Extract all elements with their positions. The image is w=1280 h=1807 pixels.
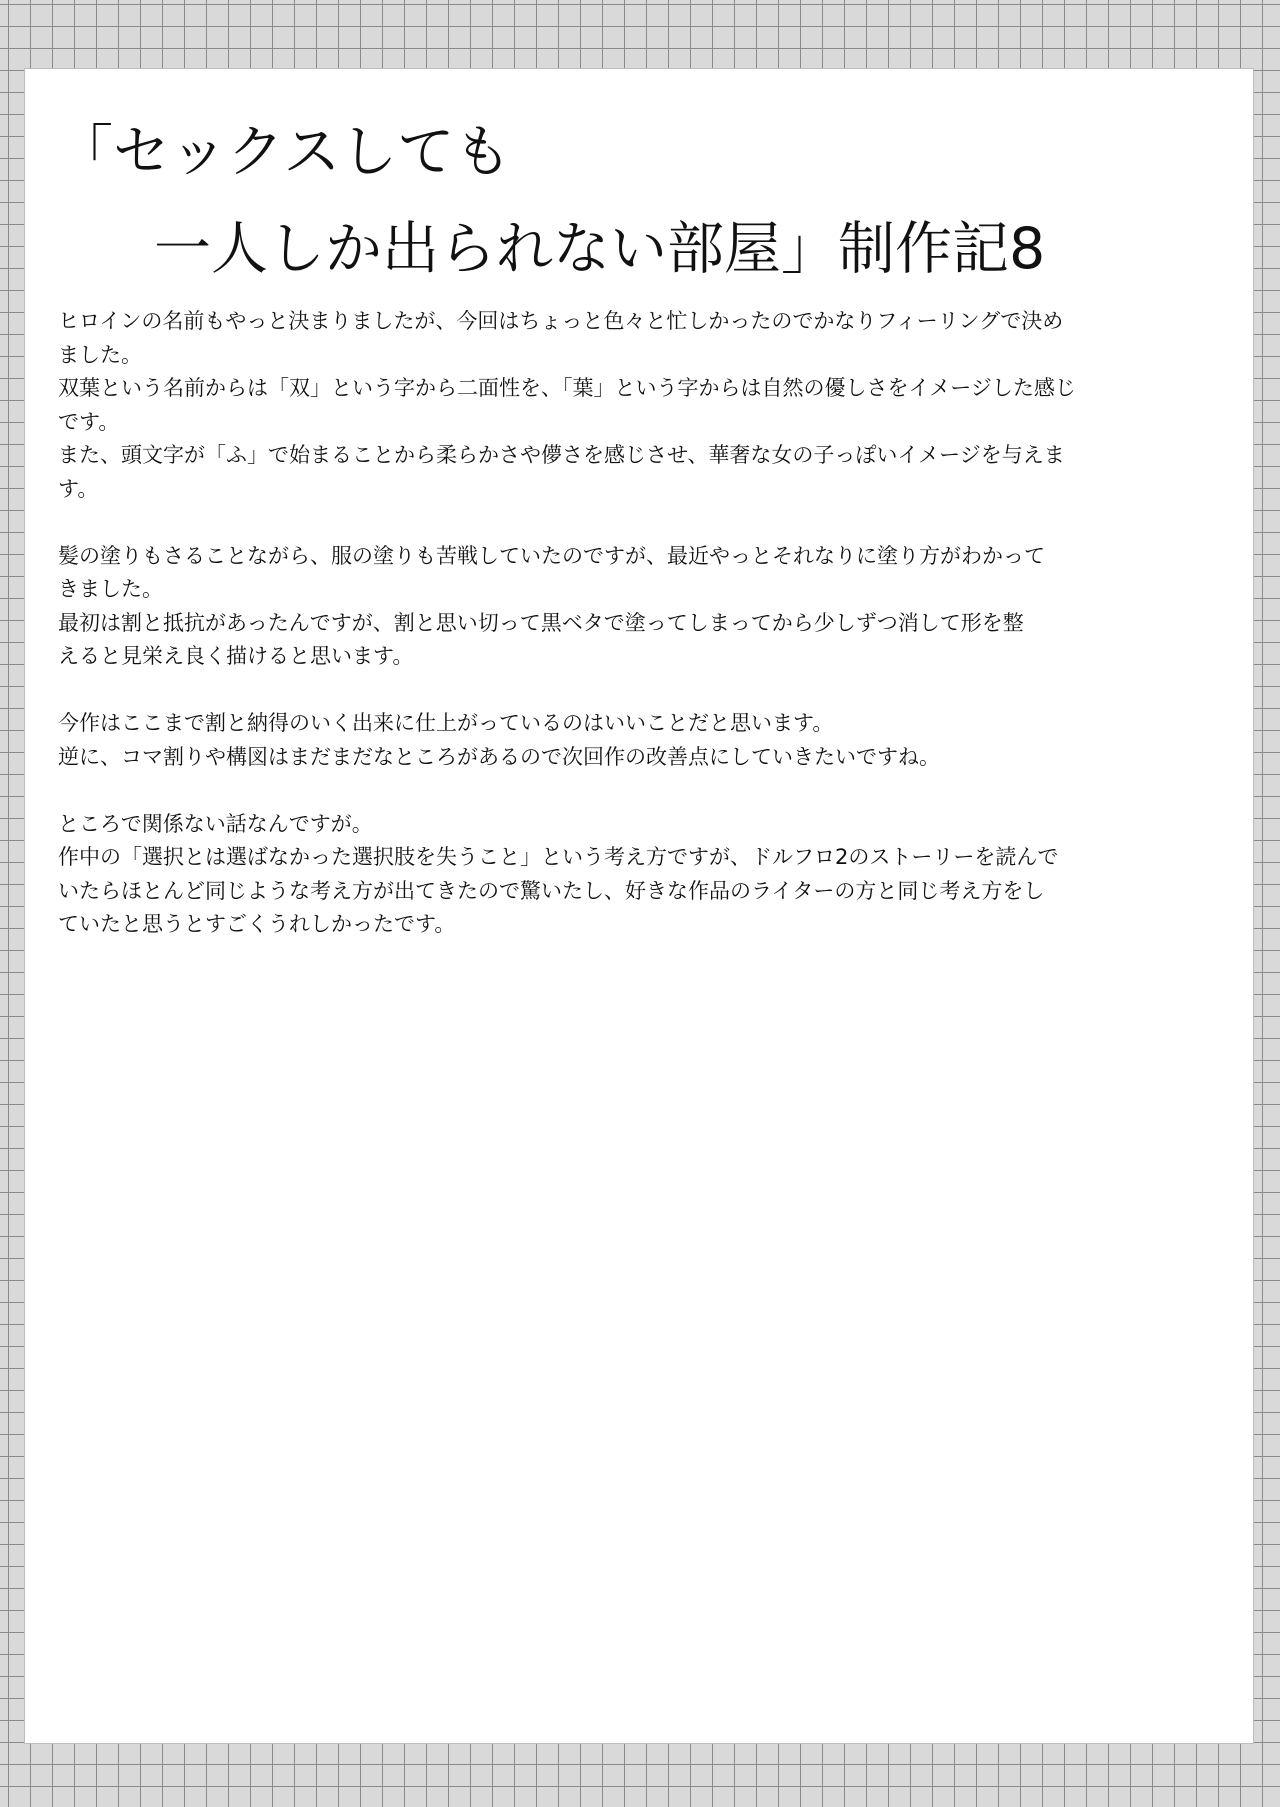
title-line-1: 「セックスしても [56, 119, 512, 185]
text-line: 髪の塗りもさることながら、服の塗りも苦戦していたのですが、最近やっとそれなりに塗り方がわかって [58, 543, 1045, 568]
page-title [56, 104, 1045, 298]
text-line: ヒロインの名前もやっと決まりましたが、今回はちょっと色々と忙しかったのでかなりフィーリングで決め [58, 309, 1064, 333]
text-line: えると見栄え良く描けると思います。 [58, 644, 414, 668]
text-line: 今作はここまで割と納得のいく出来に仕上がっているのはいいことだと思います。 [58, 711, 834, 735]
text-line: 逆に、コマ割りや構図はまだまだなところがあるので次回作の改善点にしていきたいですね。 [58, 744, 940, 769]
text-line: また、頭文字が「ふ」で始まることから柔らかさや儚さを感じさせ、華奢な女の子っぽいイメージを与えま [58, 443, 1065, 467]
text-line: きました。 [58, 577, 163, 601]
text-line: 最初は割と抵抗があったんですが、割と思い切って黒ベタで塗ってしまってから少しずつ消して形を整 [58, 610, 1024, 635]
text-line: ていたと思うとすごくうれしかったです。 [58, 912, 456, 936]
text-line: です。 [58, 409, 120, 434]
title-line-2: 一人しか出られない部屋」制作記8 [154, 216, 1046, 282]
text-line: 作中の「選択とは選ばなかった選択肢を失うこと」という考え方ですが、ドルフロ2のストーリーを読んで [58, 845, 1059, 869]
paragraph-heroine-name [58, 305, 1198, 506]
paragraph-aside [58, 808, 1198, 942]
text-line: ところで関係ない話なんですが。 [58, 811, 373, 836]
article-body [58, 305, 1198, 975]
paragraph-progress [58, 707, 1198, 774]
text-line: す。 [58, 476, 99, 501]
paragraph-coloring [58, 540, 1198, 674]
text-line: 双葉という名前からは「双」という字から二面性を、「葉」という字からは自然の優しさをイメージした感じ [58, 376, 1076, 400]
text-line: ました。 [58, 342, 142, 367]
text-line: いたらほとんど同じような考え方が出てきたので驚いたし、好きな作品のライターの方と同じ考え方をし [58, 878, 1045, 903]
